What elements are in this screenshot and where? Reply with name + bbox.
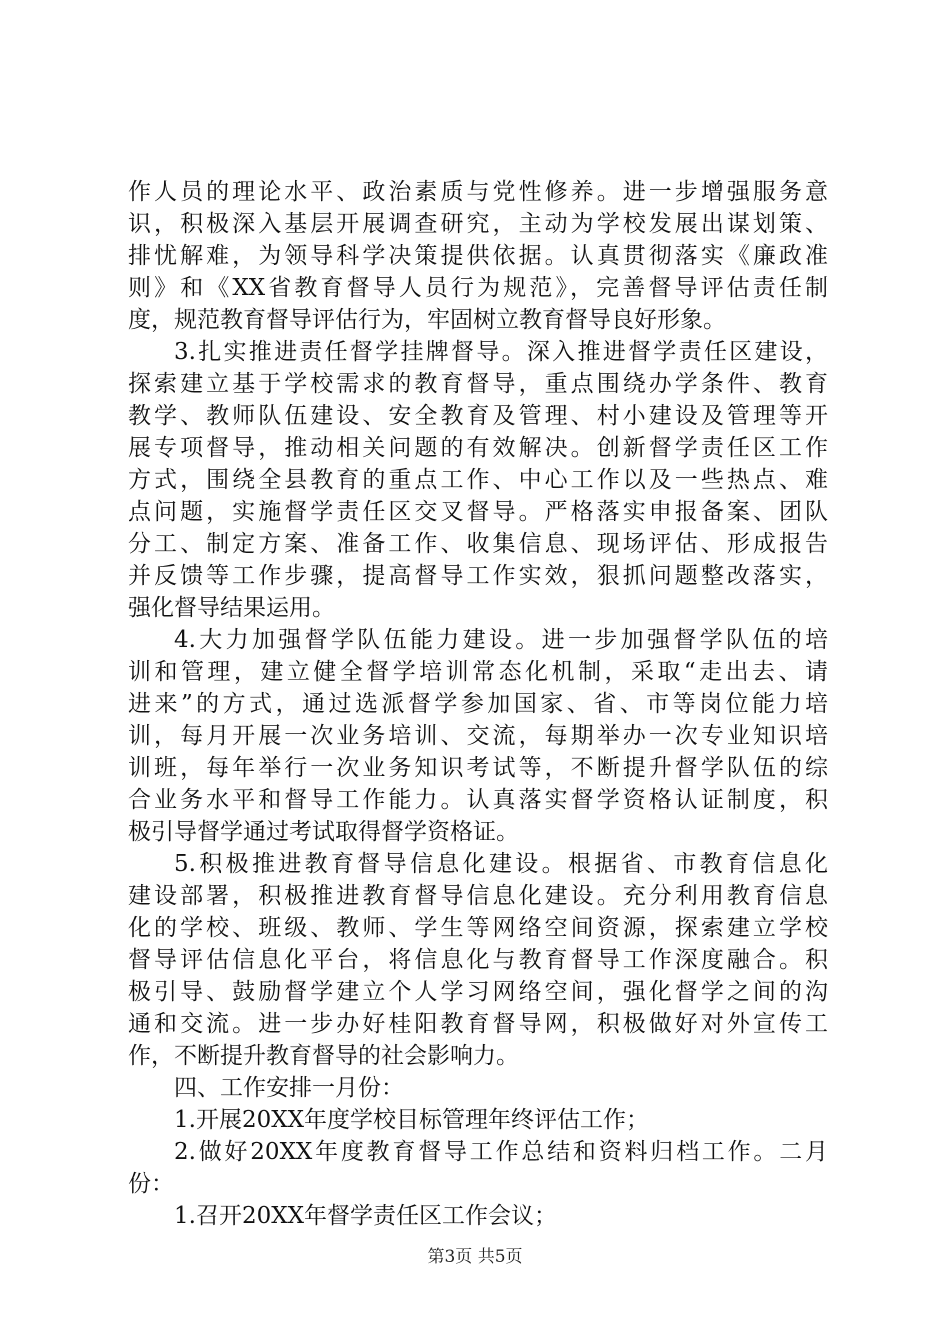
text-line: 1.开展20XX年度学校目标管理年终评估工作； bbox=[174, 1107, 649, 1133]
text-line: 则》和《XX省教育督导人员行为规范》，完善督导评估责任制 bbox=[128, 275, 828, 301]
text-line: 极引导督学通过考试取得督学资格证。 bbox=[128, 819, 519, 845]
text-line: 训，每月开展一次业务培训、交流，每期举办一次专业知识培 bbox=[128, 723, 828, 749]
text-line: 识，积极深入基层开展调查研究，主动为学校发展出谋划策、 bbox=[128, 211, 828, 237]
page-footer: 第3页 共5页 bbox=[427, 1247, 523, 1267]
text-line: 份： bbox=[128, 1171, 174, 1197]
text-line: 度，规范教育督导评估行为，牢固树立教育督导良好形象。 bbox=[128, 307, 726, 333]
text-line: 1.召开20XX年督学责任区工作会议； bbox=[174, 1203, 557, 1229]
text-line: 合业务水平和督导工作能力。认真落实督学资格认证制度，积 bbox=[128, 787, 828, 813]
text-line: 教学、教师队伍建设、安全教育及管理、村小建设及管理等开 bbox=[128, 403, 828, 429]
text-line: 训班，每年举行一次业务知识考试等，不断提升督学队伍的综 bbox=[128, 755, 828, 781]
text-line: 展专项督导，推动相关问题的有效解决。创新督学责任区工作 bbox=[128, 435, 828, 461]
text-line: 训和管理，建立健全督学培训常态化机制，采取“走出去、请 bbox=[128, 659, 828, 685]
text-line: 排忧解难，为领导科学决策提供依据。认真贯彻落实《廉政准 bbox=[128, 243, 828, 269]
text-line: 建设部署，积极推进教育督导信息化建设。充分利用教育信息 bbox=[128, 883, 828, 909]
text-line: 3.扎实推进责任督学挂牌督导。深入推进督学责任区建设， bbox=[174, 339, 828, 365]
text-line: 并反馈等工作步骤，提高督导工作实效，狠抓问题整改落实， bbox=[128, 563, 828, 589]
text-line: 极引导、鼓励督学建立个人学习网络空间，强化督学之间的沟 bbox=[128, 979, 828, 1005]
text-line: 点问题，实施督学责任区交叉督导。严格落实申报备案、团队 bbox=[128, 499, 828, 525]
text-line: 督导评估信息化平台，将信息化与教育督导工作深度融合。积 bbox=[128, 947, 828, 973]
text-line: 探索建立基于学校需求的教育督导，重点围绕办学条件、教育 bbox=[128, 371, 828, 397]
section-heading: 四、工作安排一月份： bbox=[174, 1075, 404, 1101]
text-line: 作人员的理论水平、政治素质与党性修养。进一步增强服务意 bbox=[128, 179, 828, 205]
text-line: 4.大力加强督学队伍能力建设。进一步加强督学队伍的培 bbox=[174, 627, 828, 653]
text-line: 进来”的方式，通过选派督学参加国家、省、市等岗位能力培 bbox=[128, 691, 828, 717]
text-line: 2.做好20XX年度教育督导工作总结和资料归档工作。二月 bbox=[174, 1139, 828, 1165]
text-line: 通和交流。进一步办好桂阳教育督导网，积极做好对外宣传工 bbox=[128, 1011, 828, 1037]
text-line: 化的学校、班级、教师、学生等网络空间资源，探索建立学校 bbox=[128, 915, 828, 941]
text-line: 分工、制定方案、准备工作、收集信息、现场评估、形成报告 bbox=[128, 531, 828, 557]
text-line: 强化督导结果运用。 bbox=[128, 595, 335, 621]
text-line: 方式，围绕全县教育的重点工作、中心工作以及一些热点、难 bbox=[128, 467, 828, 493]
text-line: 作，不断提升教育督导的社会影响力。 bbox=[128, 1043, 519, 1069]
text-line: 5.积极推进教育督导信息化建设。根据省、市教育信息化 bbox=[174, 851, 828, 877]
